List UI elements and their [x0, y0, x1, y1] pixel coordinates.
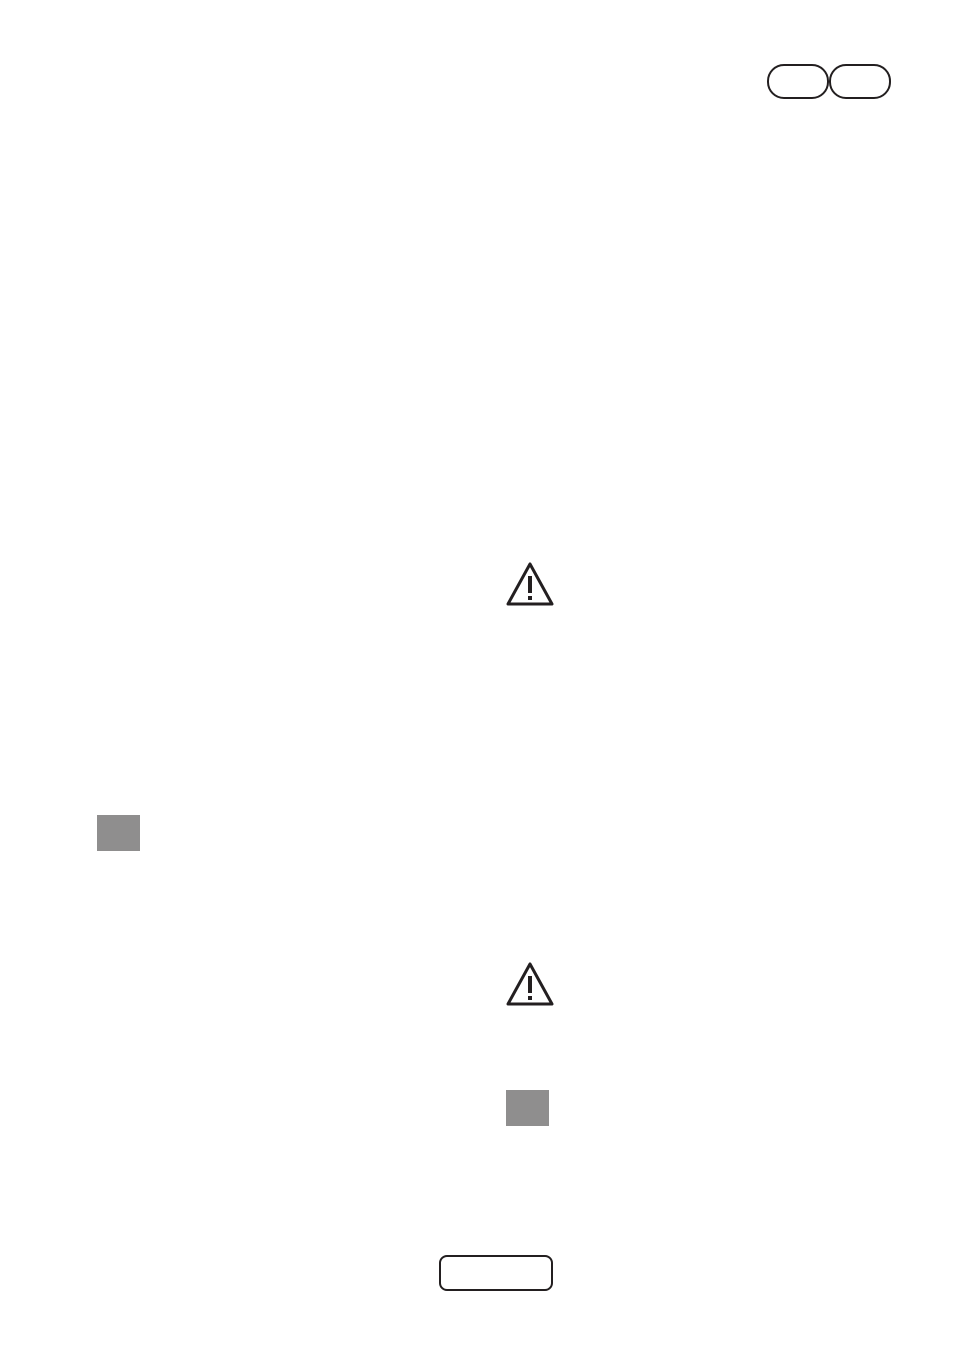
warning-triangle-icon	[506, 961, 554, 1007]
language-badge-it	[767, 64, 829, 99]
florabest-logo	[439, 1255, 553, 1291]
warning-triangle-icon	[506, 561, 554, 607]
figure-badge-a	[97, 815, 140, 851]
language-badge-mt	[829, 64, 891, 99]
figure-badge-b	[506, 1090, 549, 1126]
